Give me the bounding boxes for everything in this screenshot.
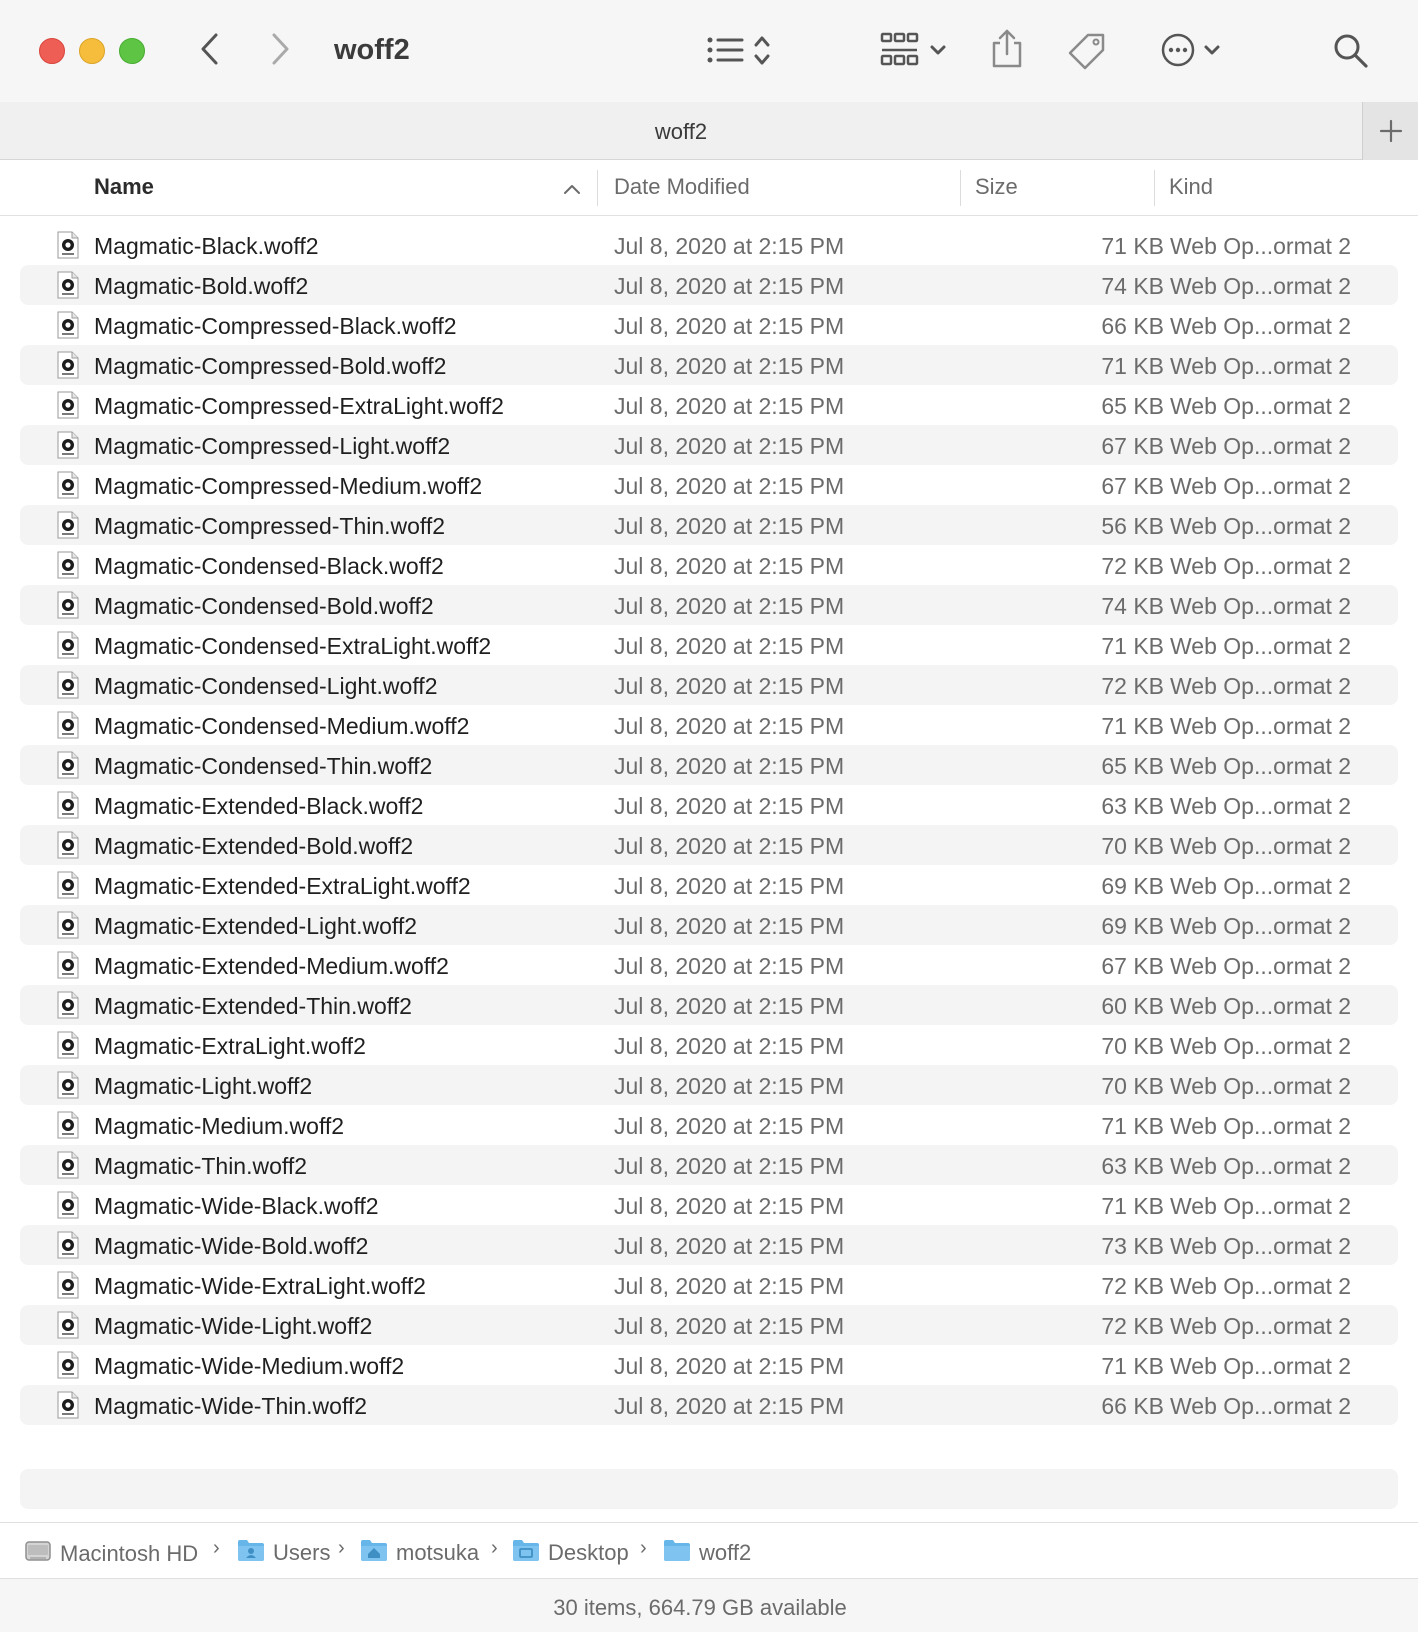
file-size: 71 KB xyxy=(1101,353,1164,379)
file-name: Magmatic-Wide-Bold.woff2 xyxy=(94,1233,369,1259)
file-date-modified: Jul 8, 2020 at 2:15 PM xyxy=(614,1273,845,1299)
path-item-users[interactable] xyxy=(237,1537,330,1569)
empty-list-area xyxy=(20,1469,1398,1509)
file-row[interactable] xyxy=(20,1385,1398,1425)
file-size: 63 KB xyxy=(1101,793,1164,819)
file-name: Magmatic-Condensed-Medium.woff2 xyxy=(94,713,470,739)
file-row[interactable] xyxy=(20,625,1398,665)
file-name: Magmatic-Condensed-Bold.woff2 xyxy=(94,593,434,619)
font-file-icon xyxy=(56,1071,80,1099)
file-row[interactable] xyxy=(20,905,1398,945)
file-kind: Web Op...ormat 2 xyxy=(1170,433,1352,459)
file-size: 71 KB xyxy=(1101,1193,1164,1219)
file-size: 72 KB xyxy=(1101,1273,1164,1299)
path-item-label: woff2 xyxy=(699,1540,752,1565)
file-kind: Web Op...ormat 2 xyxy=(1170,833,1352,859)
file-name: Magmatic-Condensed-Light.woff2 xyxy=(94,673,438,699)
window-title: woff2 xyxy=(334,34,410,66)
file-name: Magmatic-Wide-Light.woff2 xyxy=(94,1313,373,1339)
file-date-modified: Jul 8, 2020 at 2:15 PM xyxy=(614,1073,845,1099)
file-kind: Web Op...ormat 2 xyxy=(1170,1153,1352,1179)
list-view-icon[interactable] xyxy=(706,34,786,68)
file-row[interactable] xyxy=(20,785,1398,825)
path-item-motsuka[interactable] xyxy=(360,1537,479,1569)
toolbar xyxy=(0,0,1418,102)
column-divider[interactable] xyxy=(960,170,961,206)
file-row[interactable] xyxy=(20,1305,1398,1345)
plus-icon xyxy=(1363,102,1418,160)
column-header-size[interactable]: Size xyxy=(975,174,1018,199)
file-kind: Web Op...ormat 2 xyxy=(1170,1193,1352,1219)
file-size: 69 KB xyxy=(1101,873,1164,899)
file-name: Magmatic-Extended-Black.woff2 xyxy=(94,793,424,819)
file-date-modified: Jul 8, 2020 at 2:15 PM xyxy=(614,913,845,939)
font-file-icon xyxy=(56,1311,80,1339)
column-divider[interactable] xyxy=(597,170,598,206)
file-size: 67 KB xyxy=(1101,953,1164,979)
file-kind: Web Op...ormat 2 xyxy=(1170,713,1352,739)
file-date-modified: Jul 8, 2020 at 2:15 PM xyxy=(614,433,845,459)
file-size: 63 KB xyxy=(1101,1153,1164,1179)
file-row[interactable] xyxy=(20,225,1398,265)
file-date-modified: Jul 8, 2020 at 2:15 PM xyxy=(614,313,845,339)
file-size: 72 KB xyxy=(1101,1313,1164,1339)
file-name: Magmatic-Extended-Medium.woff2 xyxy=(94,953,449,979)
file-row[interactable] xyxy=(20,1145,1398,1185)
close-button[interactable] xyxy=(39,38,65,64)
file-date-modified: Jul 8, 2020 at 2:15 PM xyxy=(614,1033,845,1059)
file-size: 73 KB xyxy=(1101,1233,1164,1259)
file-row[interactable] xyxy=(20,1185,1398,1225)
file-row[interactable] xyxy=(20,745,1398,785)
file-name: Magmatic-Wide-ExtraLight.woff2 xyxy=(94,1273,426,1299)
file-date-modified: Jul 8, 2020 at 2:15 PM xyxy=(614,233,845,259)
icon-grid-view-icon[interactable] xyxy=(880,32,960,70)
file-kind: Web Op...ormat 2 xyxy=(1170,1313,1352,1339)
font-file-icon xyxy=(56,591,80,619)
file-row[interactable] xyxy=(20,825,1398,865)
font-file-icon xyxy=(56,271,80,299)
file-kind: Web Op...ormat 2 xyxy=(1170,313,1352,339)
file-date-modified: Jul 8, 2020 at 2:15 PM xyxy=(614,1153,845,1179)
file-row[interactable] xyxy=(20,1265,1398,1305)
file-row[interactable] xyxy=(20,1065,1398,1105)
font-file-icon xyxy=(56,671,80,699)
file-kind: Web Op...ormat 2 xyxy=(1170,1393,1352,1419)
file-date-modified: Jul 8, 2020 at 2:15 PM xyxy=(614,793,845,819)
font-file-icon xyxy=(56,351,80,379)
sort-ascending-icon[interactable] xyxy=(563,182,581,200)
path-separator: › xyxy=(640,1537,647,1559)
file-name: Magmatic-Extended-Thin.woff2 xyxy=(94,993,412,1019)
path-item-label: motsuka xyxy=(396,1540,480,1565)
font-file-icon xyxy=(56,511,80,539)
file-size: 71 KB xyxy=(1101,233,1164,259)
font-file-icon xyxy=(56,1151,80,1179)
file-size: 67 KB xyxy=(1101,433,1164,459)
file-date-modified: Jul 8, 2020 at 2:15 PM xyxy=(614,353,845,379)
file-size: 71 KB xyxy=(1101,1113,1164,1139)
font-file-icon xyxy=(56,991,80,1019)
font-file-icon xyxy=(56,231,80,259)
file-date-modified: Jul 8, 2020 at 2:15 PM xyxy=(614,1113,845,1139)
font-file-icon xyxy=(56,871,80,899)
file-kind: Web Op...ormat 2 xyxy=(1170,953,1352,979)
file-date-modified: Jul 8, 2020 at 2:15 PM xyxy=(614,1353,845,1379)
search-icon[interactable] xyxy=(1332,32,1370,70)
file-row[interactable] xyxy=(20,425,1398,465)
file-size: 60 KB xyxy=(1101,993,1164,1019)
users-folder-icon xyxy=(237,1537,265,1569)
status-text: 30 items, 664.79 GB available xyxy=(553,1595,847,1620)
font-file-icon xyxy=(56,751,80,779)
font-file-icon xyxy=(56,391,80,419)
back-chevron-icon[interactable] xyxy=(198,32,222,66)
font-file-icon xyxy=(56,911,80,939)
font-file-icon xyxy=(56,951,80,979)
path-separator: › xyxy=(338,1537,345,1559)
file-row[interactable] xyxy=(20,705,1398,745)
file-size: 65 KB xyxy=(1101,753,1164,779)
desktop-folder-icon xyxy=(512,1537,540,1569)
font-file-icon xyxy=(56,791,80,819)
file-kind: Web Op...ormat 2 xyxy=(1170,993,1352,1019)
path-item-label: Macintosh HD xyxy=(60,1541,199,1566)
share-icon[interactable] xyxy=(990,28,1024,70)
file-row[interactable] xyxy=(20,1345,1398,1385)
file-row[interactable] xyxy=(20,865,1398,905)
file-name: Magmatic-Black.woff2 xyxy=(94,233,319,259)
path-bar xyxy=(0,1522,1418,1578)
font-file-icon xyxy=(56,631,80,659)
file-row[interactable] xyxy=(20,1225,1398,1265)
file-size: 72 KB xyxy=(1101,673,1164,699)
path-item-label: Desktop xyxy=(548,1540,629,1565)
font-file-icon xyxy=(56,431,80,459)
file-name: Magmatic-Compressed-Medium.woff2 xyxy=(94,473,483,499)
file-row[interactable] xyxy=(20,1105,1398,1145)
file-date-modified: Jul 8, 2020 at 2:15 PM xyxy=(614,1393,845,1419)
font-file-icon xyxy=(56,471,80,499)
file-name: Magmatic-Condensed-Thin.woff2 xyxy=(94,753,433,779)
font-file-icon xyxy=(56,1231,80,1259)
file-date-modified: Jul 8, 2020 at 2:15 PM xyxy=(614,873,845,899)
font-file-icon xyxy=(56,711,80,739)
file-row[interactable] xyxy=(20,585,1398,625)
file-kind: Web Op...ormat 2 xyxy=(1170,553,1352,579)
file-date-modified: Jul 8, 2020 at 2:15 PM xyxy=(614,393,845,419)
file-name: Magmatic-Condensed-Black.woff2 xyxy=(94,553,444,579)
file-kind: Web Op...ormat 2 xyxy=(1170,633,1352,659)
file-row[interactable] xyxy=(20,385,1398,425)
file-kind: Web Op...ormat 2 xyxy=(1170,753,1352,779)
file-size: 65 KB xyxy=(1101,393,1164,419)
column-divider[interactable] xyxy=(1154,170,1155,206)
column-header-row xyxy=(0,160,1418,216)
path-item-macintosh-hd[interactable] xyxy=(24,1537,198,1571)
folder-icon xyxy=(663,1537,691,1569)
file-size: 74 KB xyxy=(1101,273,1164,299)
file-kind: Web Op...ormat 2 xyxy=(1170,1113,1352,1139)
file-date-modified: Jul 8, 2020 at 2:15 PM xyxy=(614,673,845,699)
file-kind: Web Op...ormat 2 xyxy=(1170,393,1352,419)
file-date-modified: Jul 8, 2020 at 2:15 PM xyxy=(614,593,845,619)
file-date-modified: Jul 8, 2020 at 2:15 PM xyxy=(614,833,845,859)
tab-woff2[interactable]: woff2 xyxy=(654,119,708,144)
file-date-modified: Jul 8, 2020 at 2:15 PM xyxy=(614,993,845,1019)
file-name: Magmatic-Condensed-ExtraLight.woff2 xyxy=(94,633,492,659)
file-kind: Web Op...ormat 2 xyxy=(1170,673,1352,699)
file-name: Magmatic-Extended-Bold.woff2 xyxy=(94,833,414,859)
tag-icon[interactable] xyxy=(1066,32,1108,70)
file-name: Magmatic-Compressed-Thin.woff2 xyxy=(94,513,446,539)
font-file-icon xyxy=(56,1191,80,1219)
font-file-icon xyxy=(56,831,80,859)
file-name: Magmatic-Compressed-ExtraLight.woff2 xyxy=(94,393,504,419)
path-item-woff2[interactable] xyxy=(663,1537,751,1569)
file-size: 69 KB xyxy=(1101,913,1164,939)
column-header-name[interactable]: Name xyxy=(94,174,154,199)
file-date-modified: Jul 8, 2020 at 2:15 PM xyxy=(614,753,845,779)
file-row[interactable] xyxy=(20,665,1398,705)
file-date-modified: Jul 8, 2020 at 2:15 PM xyxy=(614,553,845,579)
file-name: Magmatic-Compressed-Bold.woff2 xyxy=(94,353,447,379)
file-kind: Web Op...ormat 2 xyxy=(1170,473,1352,499)
font-file-icon xyxy=(56,1111,80,1139)
font-file-icon xyxy=(56,551,80,579)
file-name: Magmatic-Light.woff2 xyxy=(94,1073,313,1099)
file-size: 56 KB xyxy=(1101,513,1164,539)
path-item-desktop[interactable] xyxy=(512,1537,629,1569)
file-row[interactable] xyxy=(20,265,1398,305)
file-date-modified: Jul 8, 2020 at 2:15 PM xyxy=(614,1193,845,1219)
file-row[interactable] xyxy=(20,985,1398,1025)
file-date-modified: Jul 8, 2020 at 2:15 PM xyxy=(614,473,845,499)
file-date-modified: Jul 8, 2020 at 2:15 PM xyxy=(614,1313,845,1339)
font-file-icon xyxy=(56,1031,80,1059)
file-size: 70 KB xyxy=(1101,1073,1164,1099)
file-row[interactable] xyxy=(20,945,1398,985)
file-kind: Web Op...ormat 2 xyxy=(1170,1273,1352,1299)
file-kind: Web Op...ormat 2 xyxy=(1170,513,1352,539)
path-separator: › xyxy=(213,1537,220,1559)
column-header-date-modified[interactable]: Date Modified xyxy=(614,174,750,199)
font-file-icon xyxy=(56,311,80,339)
file-kind: Web Op...ormat 2 xyxy=(1170,1073,1352,1099)
file-name: Magmatic-ExtraLight.woff2 xyxy=(94,1033,366,1059)
file-name: Magmatic-Wide-Thin.woff2 xyxy=(94,1393,368,1419)
file-name: Magmatic-Extended-Light.woff2 xyxy=(94,913,418,939)
file-row[interactable] xyxy=(20,505,1398,545)
file-date-modified: Jul 8, 2020 at 2:15 PM xyxy=(614,1233,845,1259)
file-kind: Web Op...ormat 2 xyxy=(1170,873,1352,899)
file-size: 70 KB xyxy=(1101,833,1164,859)
path-item-label: Users xyxy=(273,1540,331,1565)
file-kind: Web Op...ormat 2 xyxy=(1170,1033,1352,1059)
file-date-modified: Jul 8, 2020 at 2:15 PM xyxy=(614,953,845,979)
file-row[interactable] xyxy=(20,465,1398,505)
file-kind: Web Op...ormat 2 xyxy=(1170,593,1352,619)
file-row[interactable] xyxy=(20,1025,1398,1065)
file-size: 71 KB xyxy=(1101,633,1164,659)
path-separator: › xyxy=(491,1537,498,1559)
file-name: Magmatic-Wide-Black.woff2 xyxy=(94,1193,379,1219)
more-actions-icon[interactable] xyxy=(1160,32,1230,70)
file-size: 74 KB xyxy=(1101,593,1164,619)
hard-drive-icon xyxy=(24,1537,52,1571)
file-name: Magmatic-Extended-ExtraLight.woff2 xyxy=(94,873,471,899)
font-file-icon xyxy=(56,1271,80,1299)
tab-bar xyxy=(0,102,1418,160)
file-name: Magmatic-Medium.woff2 xyxy=(94,1113,345,1139)
file-name: Magmatic-Thin.woff2 xyxy=(94,1153,308,1179)
file-date-modified: Jul 8, 2020 at 2:15 PM xyxy=(614,273,845,299)
file-size: 71 KB xyxy=(1101,1353,1164,1379)
file-size: 71 KB xyxy=(1101,713,1164,739)
file-date-modified: Jul 8, 2020 at 2:15 PM xyxy=(614,513,845,539)
zoom-button[interactable] xyxy=(119,38,145,64)
file-name: Magmatic-Bold.woff2 xyxy=(94,273,309,299)
font-file-icon xyxy=(56,1391,80,1419)
file-kind: Web Op...ormat 2 xyxy=(1170,793,1352,819)
file-kind: Web Op...ormat 2 xyxy=(1170,1233,1352,1259)
font-file-icon xyxy=(56,1351,80,1379)
file-name: Magmatic-Compressed-Light.woff2 xyxy=(94,433,451,459)
file-size: 70 KB xyxy=(1101,1033,1164,1059)
minimize-button[interactable] xyxy=(79,38,105,64)
file-size: 66 KB xyxy=(1101,1393,1164,1419)
home-folder-icon xyxy=(360,1537,388,1569)
file-kind: Web Op...ormat 2 xyxy=(1170,273,1352,299)
file-date-modified: Jul 8, 2020 at 2:15 PM xyxy=(614,713,845,739)
file-kind: Web Op...ormat 2 xyxy=(1170,913,1352,939)
file-kind: Web Op...ormat 2 xyxy=(1170,1353,1352,1379)
file-row[interactable] xyxy=(20,305,1398,345)
file-name: Magmatic-Compressed-Black.woff2 xyxy=(94,313,457,339)
status-bar xyxy=(0,1578,1418,1632)
file-name: Magmatic-Wide-Medium.woff2 xyxy=(94,1353,405,1379)
file-size: 66 KB xyxy=(1101,313,1164,339)
file-kind: Web Op...ormat 2 xyxy=(1170,233,1352,259)
file-row[interactable] xyxy=(20,545,1398,585)
column-header-kind[interactable]: Kind xyxy=(1169,174,1214,199)
file-size: 72 KB xyxy=(1101,553,1164,579)
file-row[interactable] xyxy=(20,345,1398,385)
new-tab-button[interactable] xyxy=(1362,102,1418,160)
file-date-modified: Jul 8, 2020 at 2:15 PM xyxy=(614,633,845,659)
file-size: 67 KB xyxy=(1101,473,1164,499)
file-kind: Web Op...ormat 2 xyxy=(1170,353,1352,379)
forward-chevron-icon[interactable] xyxy=(268,32,292,66)
